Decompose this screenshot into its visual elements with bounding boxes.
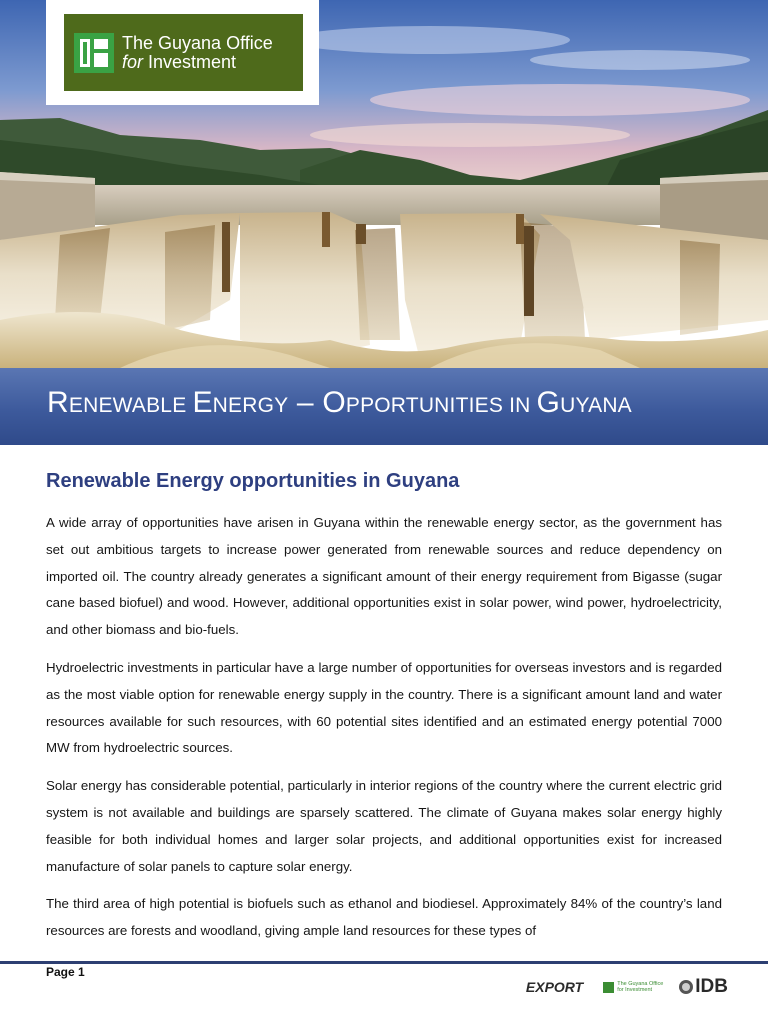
title-smallcaps-nergy: NERGY: [212, 394, 289, 417]
logo-investment: Investment: [143, 51, 237, 72]
logo-for: for: [122, 51, 144, 72]
idb-globe-icon: [679, 980, 693, 994]
export-logo-text: EXPORT: [525, 979, 584, 995]
idb-logo: [679, 976, 728, 998]
title-smallcaps-enewable: ENEWABLE: [68, 394, 193, 417]
go-invest-mark-icon: [74, 33, 114, 73]
idb-logo-text: IDB: [695, 976, 728, 997]
go-invest-footer-logo: [603, 981, 663, 993]
title-cap-r: R: [47, 386, 69, 419]
page-title: [47, 386, 632, 420]
title-smallcaps-pportunities: PPORTUNITIES IN: [345, 394, 537, 417]
page-number: Page 1: [46, 965, 85, 979]
title-cap-o: O: [322, 386, 346, 419]
title-cap-e: E: [192, 386, 213, 419]
logo-line-2: [122, 53, 273, 72]
title-smallcaps-uyana: UYANA: [560, 394, 632, 417]
logo-line-1: The Guyana Office: [122, 32, 273, 53]
go-invest-footer-line-2: for Investment: [617, 987, 653, 993]
go-invest-footer-mark-icon: [603, 982, 614, 993]
paragraph-biofuels: The third area of high potential is biofuels such as ethanol and biodiesel. Approximately 84% of the country’s land resources are forests and woodland, giving ample land resources for these types of: [46, 896, 722, 939]
title-dash: –: [288, 386, 323, 419]
document-body: [46, 470, 722, 956]
go-invest-footer-line-1: The Guyana Office: [617, 981, 664, 987]
title-cap-g: G: [536, 386, 561, 419]
paragraph-hydro: Hydroelectric investments in particular have a large number of opportunities for overseas investors and is regarded as the most viable option for renewable energy supply in the country. There is a significant amount land and water resources available for such resources, with 60 potential sites identified and an estimated energy potential 7000 MW from hydroelectric sources.: [46, 659, 722, 756]
logo-panel: [46, 0, 319, 105]
go-invest-logo: [64, 14, 303, 91]
go-invest-footer-text: [617, 981, 663, 993]
title-banner: [0, 368, 768, 445]
paragraph-intro: A wide array of opportunities have arisen in Guyana within the renewable energy sector, as the government has set out ambitious targets to increase power generated from renewable sources and reduce dependency on imported oil. The country already generates a significant amount of their energy requirement from Bigasse (sugar cane based biofuel) and wood. However, additional opportunities exist in solar power, wind power, hydroelectricity, and other biomass and bio-fuels.: [46, 515, 722, 638]
footer-logos: [526, 975, 728, 999]
section-heading: Renewable Energy opportunities in Guyana: [46, 470, 460, 492]
paragraph-solar: Solar energy has considerable potential, particularly in interior regions of the country where the current electric grid system is not available and buildings are sparsely scattered. The climate of Guyana makes solar energy highly feasible for both individual homes and larger solar projects, and additional opportunities exist for increased manufacture of solar panels to capture solar energy.: [46, 778, 722, 874]
footer-divider: [0, 961, 768, 964]
logo-text: [122, 34, 273, 72]
export-logo: [526, 979, 583, 995]
